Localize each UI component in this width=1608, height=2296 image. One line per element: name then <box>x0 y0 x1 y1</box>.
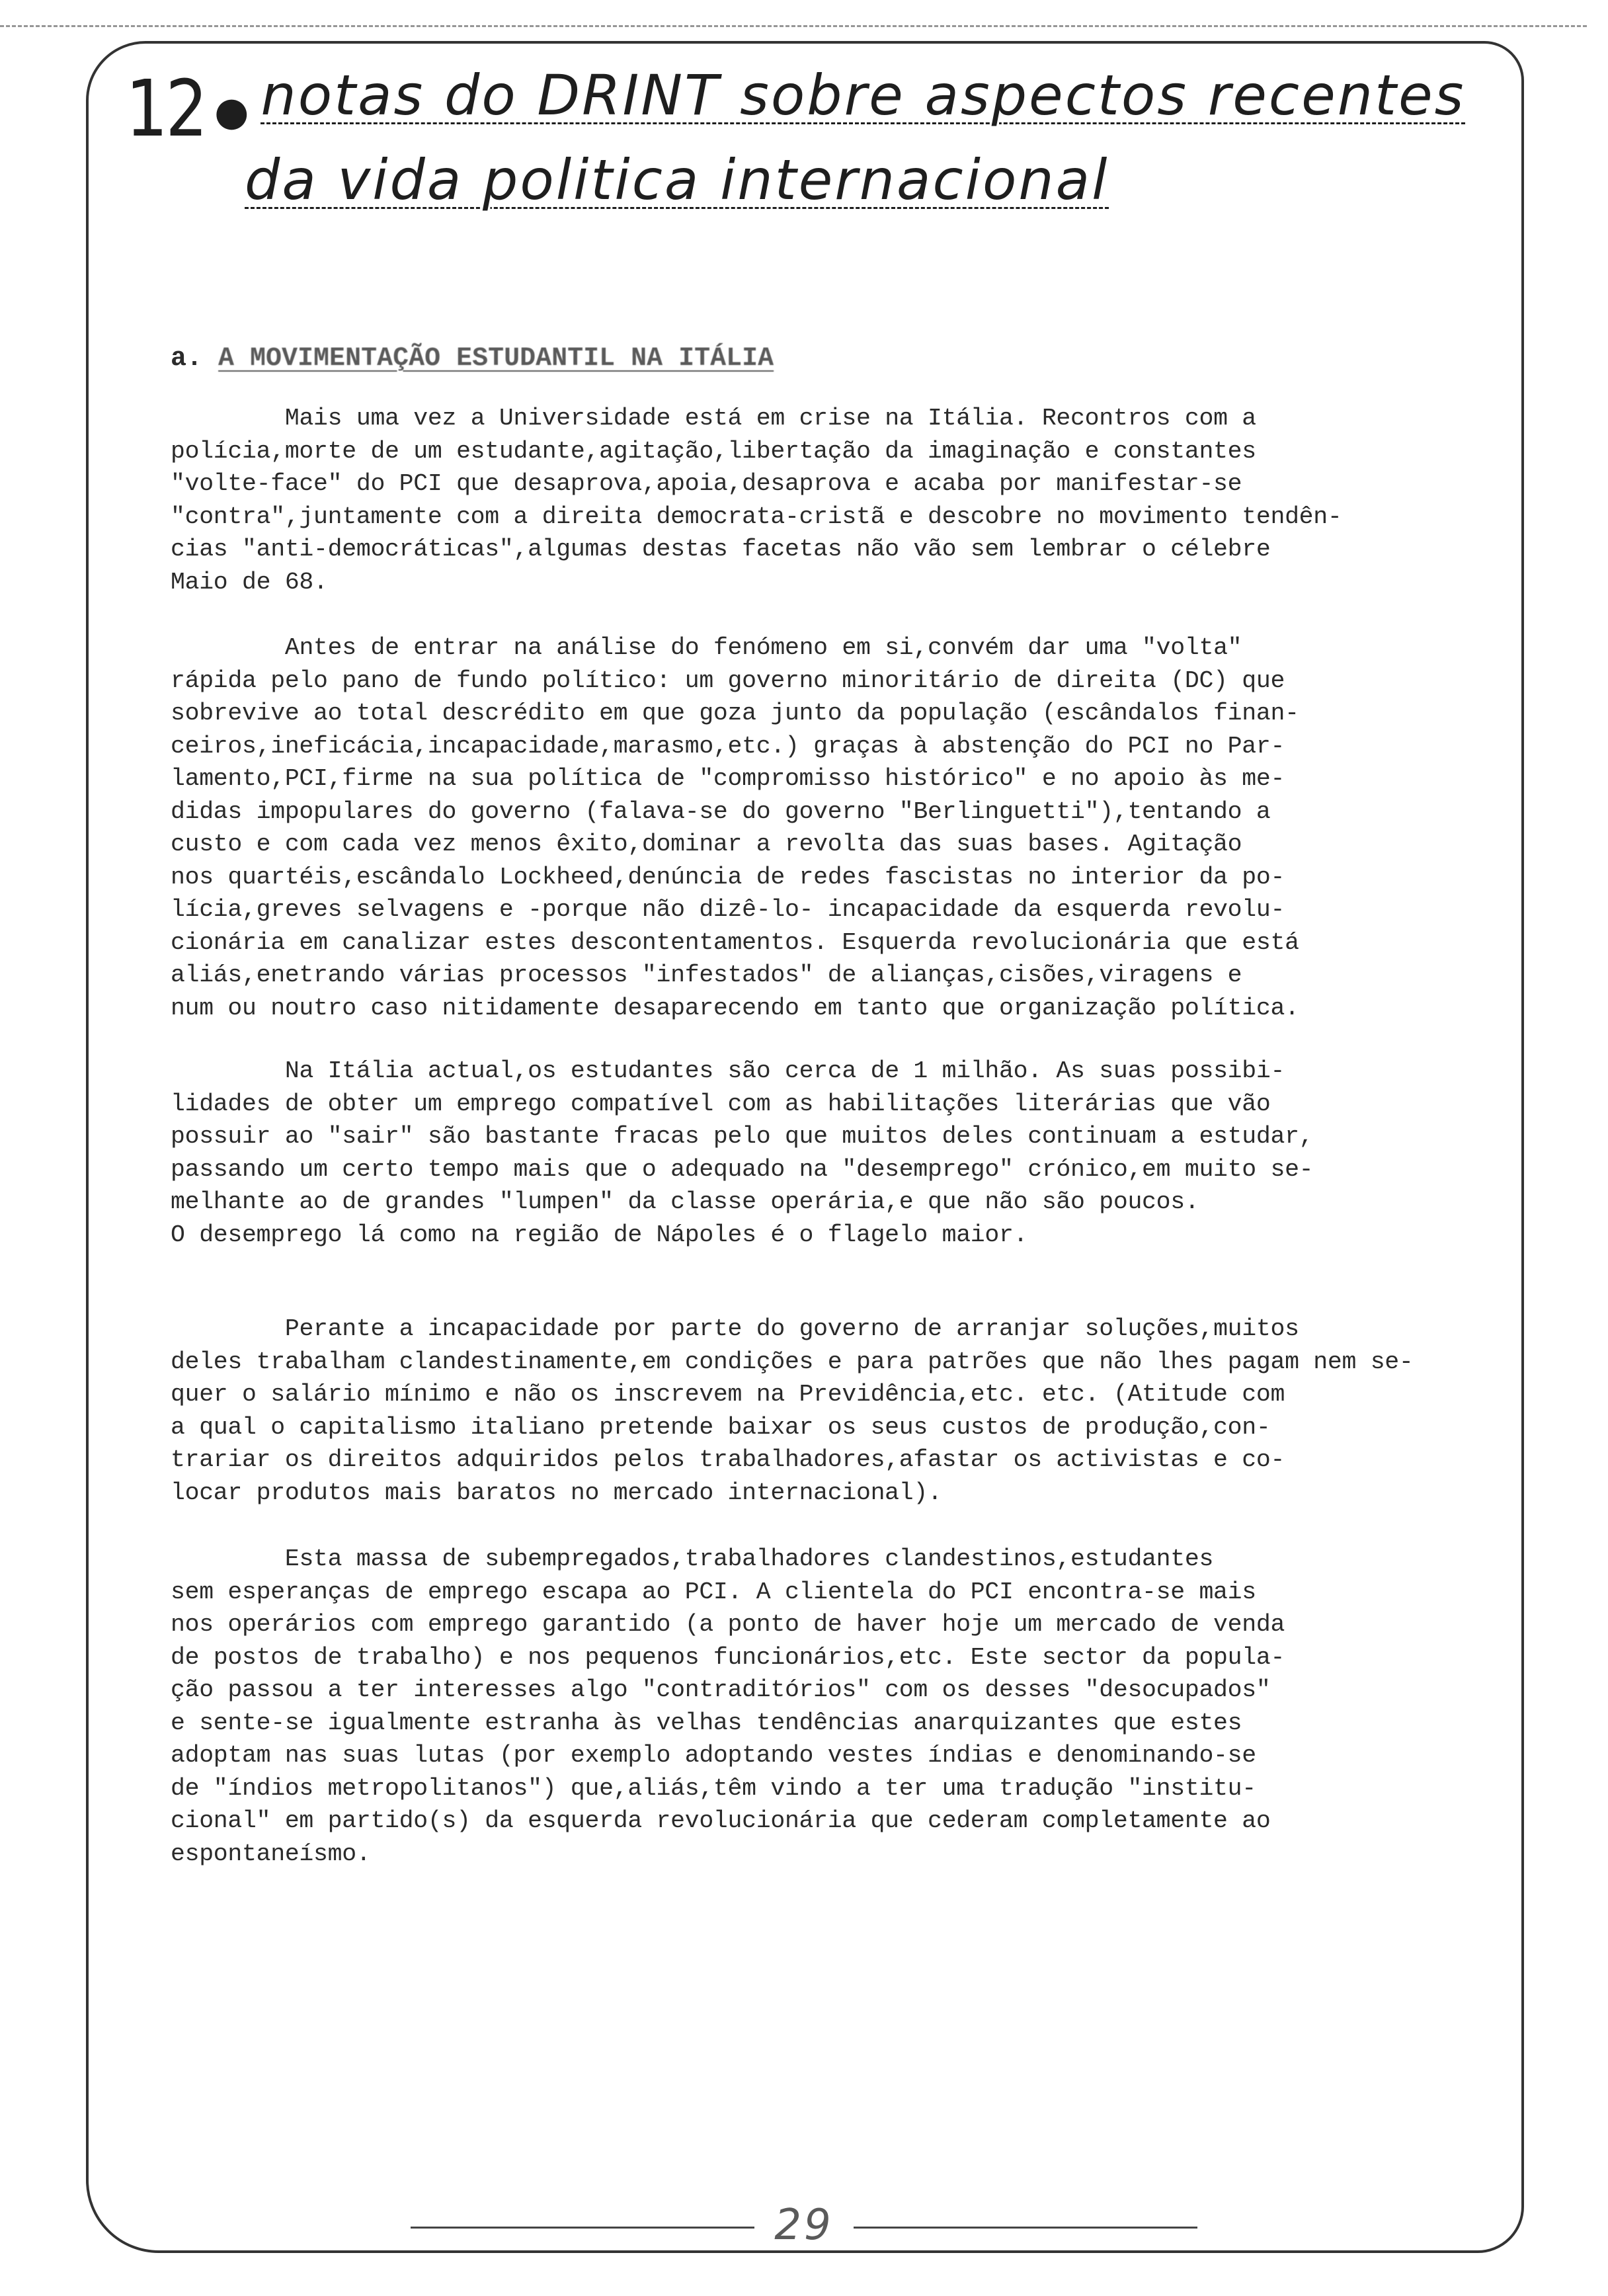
heading-line-1: notas do DRINT sobre aspectos recentes <box>261 63 1466 128</box>
bullet-dot: ● <box>214 88 249 135</box>
page-number-text: 29 <box>774 2201 834 2250</box>
heading-line-2: da vida politica internacional <box>245 147 1109 212</box>
paragraph-5: Esta massa de subempregados,trabalhadores clandestinos,estudantes sem esperanças de emprego escapa ao PCI. A clientela do PCI encontra-se mais nos operários com emprego garantido (a ponto de haver hoje um mercado de venda de postos de trabalho) e nos pequenos funcionários,etc. Este sector da popula- ção passou a ter interesses algo "contraditórios" com os desses "desocupados" e sente-se igualmente estranha às velhas tendências anarquizantes que estes adoptam nas suas lutas (por exemplo adoptando vestes índias e denominando-se de "índios metropolitanos") que,aliás,têm vindo a ter uma tradução "institu- cional" em partido(s) da esquerda revolucionária que cederam completamente ao espontaneísmo. <box>171 1545 1285 1867</box>
section-title: A MOVIMENTAÇÃO ESTUDANTIL NA ITÁLIA <box>218 344 774 374</box>
top-dashed-rule <box>0 25 1587 27</box>
section-heading <box>171 344 774 374</box>
chapter-number: 12 <box>126 63 206 154</box>
page-number <box>0 2201 1608 2250</box>
paragraph-4: Perante a incapacidade por parte do governo de arranjar soluções,muitos deles trabalham clandestinamente,em condições e para patrões que não lhes pagam nem se- quer o salário mínimo e não os inscrevem na Previdência,etc. etc. (Atitude com a qual o capitalismo italiano pretende baixar os seus custos de produção,con- trariar os direitos adquiridos pelos trabalhadores,afastar os activistas e co- locar produtos mais baratos no mercado internacional). <box>171 1315 1414 1506</box>
paragraph-3: Na Itália actual,os estudantes são cerca de 1 milhão. As suas possibi- lidades de obter um emprego compatível com as habilitações literárias que vão possuir ao "sair" são bastante fracas pelo que muitos deles continuam a estudar, passando um certo tempo mais que o adequado na "desemprego" crónico,em muito se- melhante ao de grandes "lumpen" da classe operária,e que não são poucos. O desemprego lá como na região de Nápoles é o flagelo maior. <box>171 1057 1314 1249</box>
paragraph-2: Antes de entrar na análise do fenómeno em si,convém dar uma "volta" rápida pelo pano de fundo político: um governo minoritário de direita (DC) que sobrevive ao total descrédito em que goza junto da população (escândalos finan- ceiros,ineficácia,incapacidade,marasmo,etc.) graças à abstenção do PCI no Par- lamento,PCI,firme na sua política de "compromisso histórico" e no apoio às me- didas impopulares do governo (falava-se do governo "Berlinguetti"),tentando a custo e com cada vez menos êxito,dominar a revolta das suas bases. Agitação nos quartéis,escândalo Lockheed,denúncia de redes fascistas no interior da po- lícia,greves selvagens e -porque não dizê-lo- incapacidade da esquerda revolu- cionária em canalizar estes descontentamentos. Esquerda revolucionária que está aliás,enetrando várias processos "infestados" de alianças,cisões,viragens e num ou noutro caso nitidamente desaparecendo em tanto que organização política. <box>171 634 1299 1022</box>
section-label: a. <box>171 344 203 374</box>
chapter-heading <box>126 63 1481 212</box>
paragraph-1: Mais uma vez a Universidade está em crise na Itália. Recontros com a polícia,morte de um estudante,agitação,libertação da imaginação e constantes "volte-face" do PCI que desaprova,apoia,desaprova e acaba por manifestar-se "contra",juntamente com a direita democrata-cristã e descobre no movimento tendên- cias "anti-democráticas",algumas destas facetas não vão sem lembrar o célebre Maio de 68. <box>171 405 1342 596</box>
